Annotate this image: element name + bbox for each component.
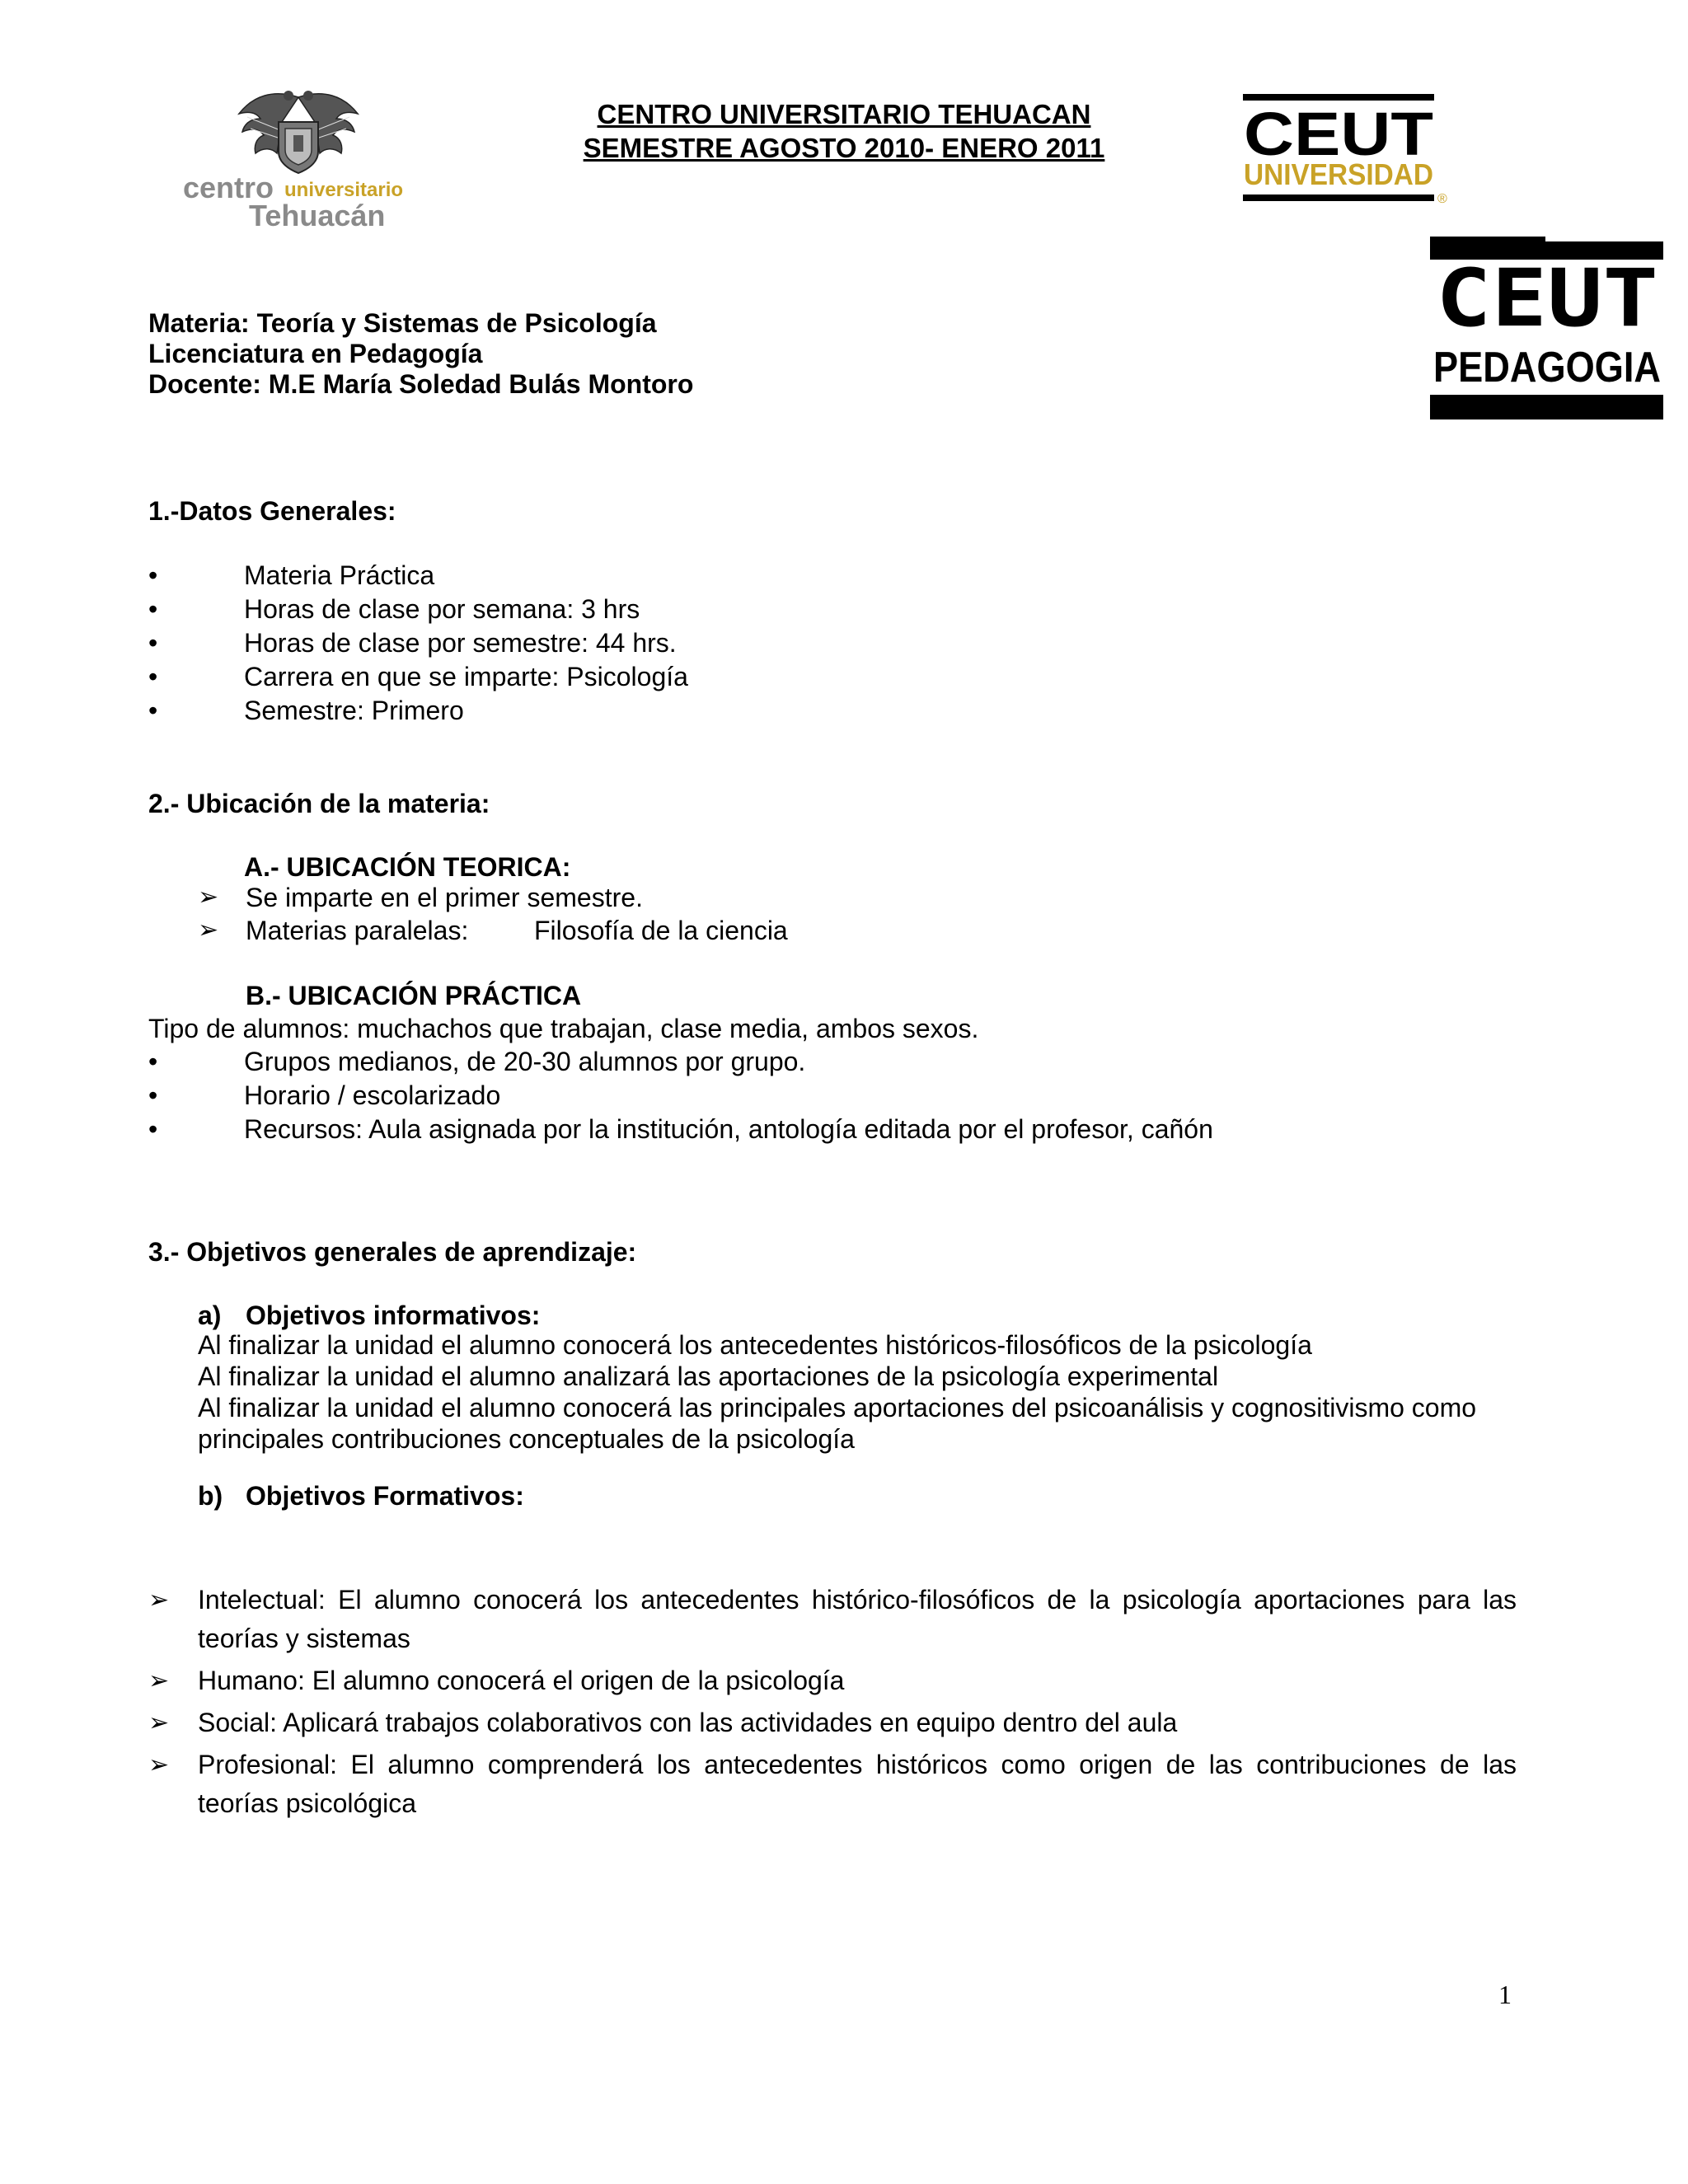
informativo-line: principales contribuciones conceptuales de la psicología	[198, 1424, 855, 1454]
bullet-icon: •	[148, 594, 158, 624]
bullet-icon: •	[148, 696, 158, 725]
ubicacion-practica-heading: B.- UBICACIÓN PRÁCTICA	[246, 981, 582, 1010]
cu-word-tehuacan: Tehuacán	[249, 199, 386, 232]
list-item: • Recursos: Aula asignada por la institución, antología editada por el profesor, cañón	[148, 1114, 1213, 1144]
informativo-line: Al finalizar la unidad el alumno conocerá las principales aportaciones del psicoanálisis y cognositivismo como	[198, 1393, 1477, 1422]
objetivos-informativos-text	[198, 1329, 1517, 1455]
cu-word-centro: centro	[183, 171, 274, 204]
list-item: • Semestre: Primero	[148, 696, 464, 725]
title-line-1: CENTRO UNIVERSITARIO TEHUACAN	[597, 99, 1091, 129]
ceut-pedagogia-wordmark: CEUT	[1436, 252, 1658, 344]
arrow-bullet-icon: ➢	[148, 1751, 170, 1779]
materias-paralelas-value: Filosofía de la ciencia	[534, 916, 788, 945]
page-number: 1	[1498, 1980, 1512, 2009]
list-item: ➢ Se imparte en el primer semestre.	[198, 883, 643, 912]
bullet-icon: •	[148, 1080, 158, 1110]
arrow-bullet-icon: ➢	[198, 916, 219, 944]
informativo-line: Al finalizar la unidad el alumno conocerá los antecedentes históricos-filosóficos de la psicología	[198, 1330, 1312, 1360]
list-item: • Horario / escolarizado	[148, 1080, 501, 1110]
arrow-bullet-icon: ➢	[148, 1709, 170, 1736]
datos-generales-list	[148, 559, 1533, 728]
list-item: ➢ Social: Aplicará trabajos colaborativos con las actividades en equipo dentro del aula	[148, 1704, 1517, 1742]
ceut-universidad-logo	[1243, 92, 1465, 208]
objetivos-informativos-heading: Objetivos informativos:	[246, 1301, 541, 1330]
list-item: • Materia Práctica	[148, 560, 435, 590]
bullet-icon: •	[148, 662, 158, 691]
ceut-pedagogia-icon	[1430, 237, 1665, 422]
list-item: ➢ Profesional: El alumno comprenderá los antecedentes históricos como origen de las contribuciones de las teorías psicológica	[148, 1746, 1517, 1823]
objetivos-informativos-label: a)	[198, 1301, 222, 1330]
registered-mark: ®	[1437, 192, 1447, 206]
list-item: • Horas de clase por semana: 3 hrs	[148, 594, 640, 624]
ubicacion-practica-list	[148, 1045, 1533, 1146]
list-item: • Grupos medianos, de 20-30 alumnos por grupo.	[148, 1047, 806, 1076]
tipo-alumnos-line: Tipo de alumnos: muchachos que trabajan, clase media, ambos sexos.	[148, 1014, 979, 1043]
list-item: • Horas de clase por semestre: 44 hrs.	[148, 628, 677, 658]
bullet-icon: •	[148, 1047, 158, 1076]
objetivos-formativos-heading: Objetivos Formativos:	[246, 1481, 524, 1511]
section-3-heading: 3.- Objetivos generales de aprendizaje:	[148, 1237, 637, 1267]
ubicacion-teorica-heading: A.- UBICACIÓN TEORICA:	[244, 852, 571, 882]
pedagogia-wordmark: PEDAGOGIA	[1433, 344, 1661, 391]
list-item: • Carrera en que se imparte: Psicología	[148, 662, 688, 691]
list-item: ➢ Intelectual: El alumno conocerá los antecedentes histórico-filosóficos de la psicología aportaciones para las teorías y sistemas	[148, 1581, 1517, 1658]
cu-word-universitario: universitario	[284, 179, 404, 201]
ceut-pedagogia-logo	[1430, 237, 1665, 422]
arrow-bullet-icon: ➢	[198, 883, 219, 911]
arrow-bullet-icon: ➢	[148, 1667, 170, 1694]
section-1-heading: 1.-Datos Generales:	[148, 496, 396, 526]
objetivos-formativos-list	[148, 1581, 1517, 1826]
objetivos-formativos-label: b)	[198, 1481, 223, 1511]
bullet-icon: •	[148, 1114, 158, 1144]
materia-line: Materia: Teoría y Sistemas de Psicología	[148, 308, 657, 338]
ceut-universidad-icon	[1243, 92, 1465, 208]
arrow-bullet-icon: ➢	[148, 1586, 170, 1614]
universidad-wordmark: UNIVERSIDAD	[1244, 157, 1433, 191]
centro-universitario-logo	[175, 81, 422, 232]
bullet-icon: •	[148, 560, 158, 590]
section-2-heading: 2.- Ubicación de la materia:	[148, 789, 490, 818]
title-line-2: SEMESTRE AGOSTO 2010- ENERO 2011	[583, 133, 1105, 163]
ceut-wordmark: CEUT	[1244, 100, 1433, 168]
bullet-icon: •	[148, 628, 158, 658]
list-item: ➢ Materias paralelas: Filosofía de la ciencia	[198, 916, 788, 945]
eagle-crest-icon	[175, 81, 422, 232]
ubicacion-teorica-list	[198, 881, 1517, 947]
docente-line: Docente: M.E María Soledad Bulás Montoro	[148, 369, 694, 399]
informativo-line: Al finalizar la unidad el alumno analizará las aportaciones de la psicología experimental	[198, 1361, 1219, 1391]
list-item: ➢ Humano: El alumno conocerá el origen de la psicología	[148, 1661, 1517, 1700]
licenciatura-line: Licenciatura en Pedagogía	[148, 339, 483, 368]
